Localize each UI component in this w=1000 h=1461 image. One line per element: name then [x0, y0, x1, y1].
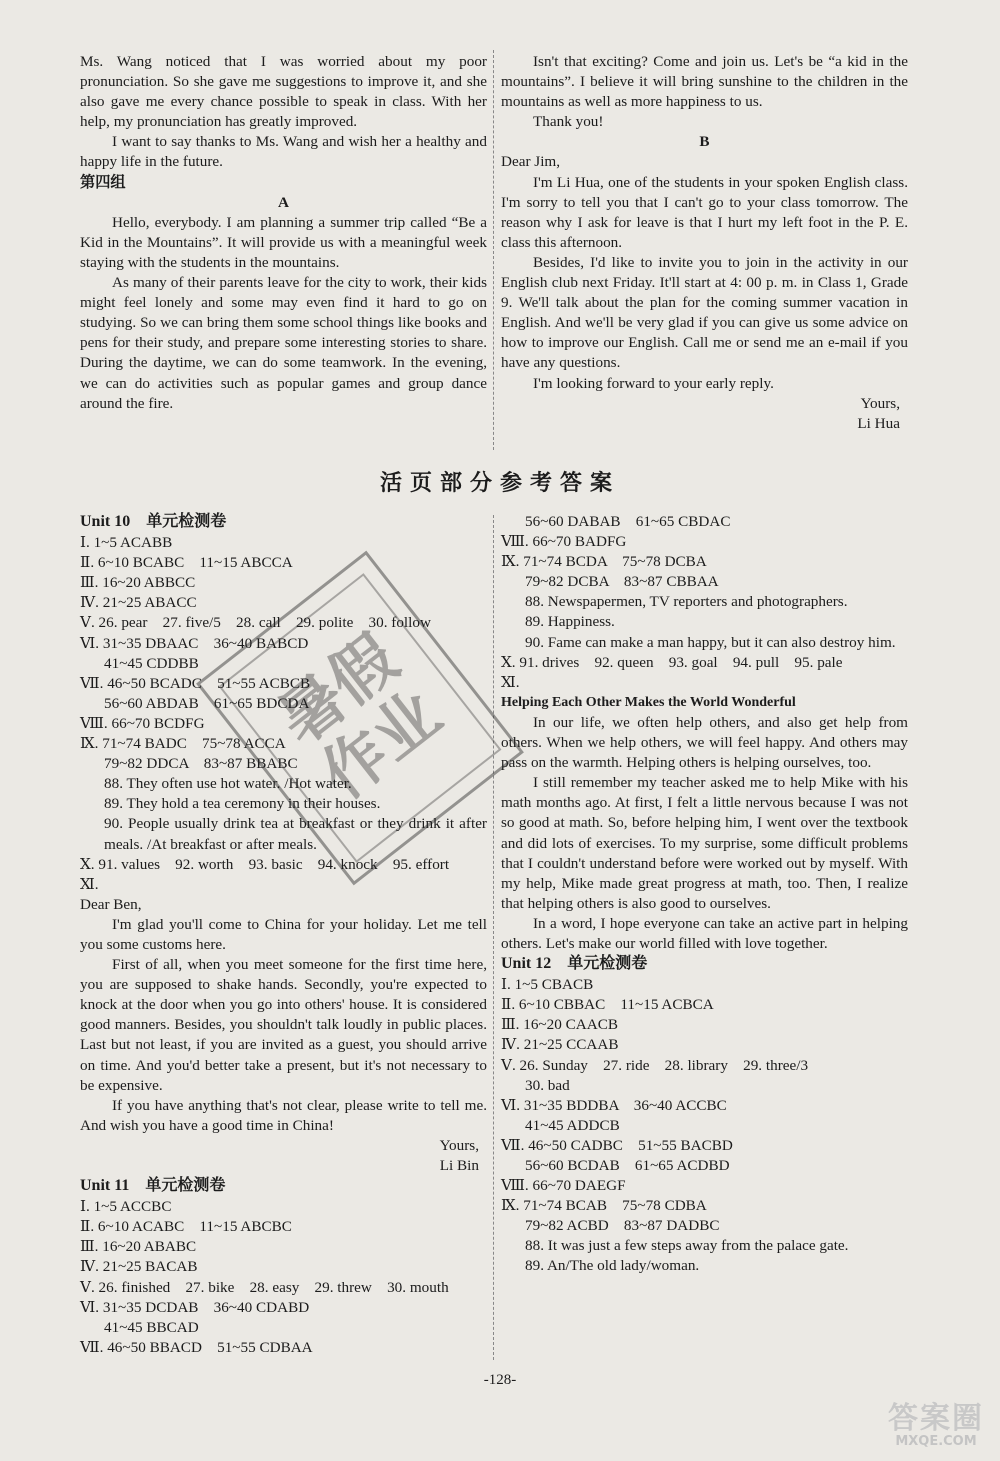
paragraph: First of all, when you meet someone for the first time here, you are supposed to shake hands. Secondly, you're expected to knock at the door when you go into others' house. It is considered good manners. Besides, you shouldn't talk loudly in public places. Last but not least, if you are invited as a guest, you should arrive on time. And you'd better take a present, but it's not necessary to be expensive. — [80, 956, 487, 1094]
answer-line: 56~60 DABAB 61~65 CBDAC — [525, 513, 731, 530]
answer-line: Ⅵ. 31~35 DCDAB 36~40 CDABD — [80, 1298, 310, 1316]
paragraph: In our life, we often help others, and also get help from others. When we help others, we will feel happy. And others may pass on the warmth. Helping others is helping ourselves, too. — [501, 713, 908, 772]
answer-line: Ⅱ. 6~10 CBBAC 11~15 ACBCA — [501, 996, 714, 1014]
paragraph: I'm Li Hua, one of the students in your spoken English class. I'm sorry to tell you that I can't go to your class tomorrow. The reason why I ask for leave is that I hurt my left foot in the P. E. class this afternoon. — [501, 173, 908, 251]
answer-line: 89. They hold a tea ceremony in their houses. — [104, 795, 381, 813]
answer-line: Ⅷ. 66~70 BCDFG — [80, 714, 205, 732]
column-divider — [493, 515, 494, 1360]
section-title: 活页部分参考答案 — [379, 470, 620, 496]
letter-signature: Li Bin — [439, 1157, 479, 1174]
answer-line: Ⅰ. 1~5 ACABB — [80, 534, 173, 552]
answer-line: 41~45 ADDCB — [525, 1116, 620, 1134]
paragraph: In a word, I hope everyone can take an active part in helping others. Let's make our world filled with love together. — [501, 914, 908, 952]
group-label: 第四组 — [80, 173, 126, 191]
paragraph: If you have anything that's not clear, please write to tell me. And wish you have a good time in China! — [80, 1096, 487, 1134]
paragraph: Hello, everybody. I am planning a summer trip called “Be a Kid in the Mountains”. It will provide us with a meaningful week staying with the students in the mountains. — [80, 213, 487, 271]
watermark-url: MXQE.COM — [895, 1433, 977, 1449]
answer-line: Ⅴ. 26. Sunday 27. ride 28. library 29. three/3 — [501, 1056, 809, 1074]
answer-line: Ⅸ. 71~74 BCDA 75~78 DCBA — [501, 553, 707, 571]
answer-line: Ⅵ. 31~35 DBAAC 36~40 BABCD — [80, 634, 309, 652]
answer-line: 90. Fame can make a man happy, but it can also destroy him. — [525, 633, 896, 651]
paragraph: As many of their parents leave for the city to work, their kids might feel lonely and some may even find it hard to go on studying. So we can bring them some school things like books and pens for their study, and prepare some interesting stories to share. During the daytime, we can do some teamwork. In the evening, we can do activities such as popular games and group dance around the fire. — [80, 274, 487, 412]
answer-line: Ⅶ. 46~50 CADBC 51~55 BACBD — [501, 1136, 733, 1154]
essay-title: Helping Each Other Makes the World Wonderful — [501, 694, 796, 710]
answer-line: Ⅸ. 71~74 BADC 75~78 ACCA — [80, 735, 286, 753]
paragraph: I want to say thanks to Ms. Wang and wish her a healthy and happy life in the future. — [80, 133, 487, 171]
answer-line: Ⅲ. 16~20 ABBCC — [80, 574, 196, 592]
answer-line: 88. It was just a few steps away from the palace gate. — [525, 1237, 849, 1255]
answer-line: 89. An/The old lady/woman. — [525, 1257, 700, 1275]
answer-line: Ⅷ. 66~70 DAEGF — [501, 1177, 626, 1195]
answer-line: 56~60 BCDAB 61~65 ACDBD — [525, 1157, 730, 1174]
letter-closing: Yours, — [439, 1136, 479, 1154]
paragraph: Thank you! — [533, 113, 604, 131]
answer-line: 88. They often use hot water. /Hot water. — [104, 775, 352, 793]
answer-line: Ⅲ. 16~20 ABABC — [80, 1238, 197, 1256]
page-number: -128- — [483, 1372, 517, 1388]
answer-line: Ⅳ. 21~25 ABACC — [80, 594, 197, 612]
paragraph: I'm glad you'll come to China for your holiday. Let me tell you some customs here. — [80, 915, 487, 953]
watermark-logo — [884, 1398, 988, 1454]
left-top-column — [80, 52, 487, 414]
answer-line: 89. Happiness. — [525, 613, 615, 631]
letter-signature: Li Hua — [857, 414, 900, 432]
answer-line: 41~45 CDDBB — [104, 654, 199, 672]
answer-line: 56~60 ABDAB 61~65 BDCDA — [104, 694, 310, 712]
answer-line: Ⅳ. 21~25 BACAB — [80, 1258, 198, 1276]
section-label: A — [278, 193, 289, 211]
answer-line: Ⅴ. 26. finished 27. bike 28. easy 29. threw 30. mouth — [80, 1278, 449, 1296]
answer-line: Ⅱ. 6~10 ACABC 11~15 ABCBC — [80, 1218, 292, 1236]
unit-title: Unit 10 单元检测卷 — [80, 513, 227, 530]
answer-line: 30. bad — [525, 1076, 570, 1094]
paragraph: Isn't that exciting? Come and join us. Let's be “a kid in the mountains”. I believe it will bring sunshine to the children in the mountains as well as more happiness to us. — [501, 53, 908, 111]
right-answers-column — [501, 512, 908, 1277]
answer-line: Ⅵ. 31~35 BDDBA 36~40 ACCBC — [501, 1096, 727, 1114]
column-divider — [493, 50, 494, 450]
section-label: B — [699, 133, 710, 151]
answer-line: 41~45 BBCAD — [104, 1318, 199, 1336]
paragraph: I'm looking forward to your early reply. — [533, 374, 774, 392]
answer-line: 88. Newspapermen, TV reporters and photographers. — [525, 593, 848, 611]
unit-title: Unit 11 单元检测卷 — [80, 1177, 226, 1195]
answer-line: Ⅸ. 71~74 BCAB 75~78 CDBA — [501, 1197, 707, 1215]
answer-line: Ⅴ. 26. pear 27. five/5 28. call 29. polite 30. follow — [80, 614, 431, 632]
watermark-logo-text: 答案圈 — [888, 1400, 984, 1436]
letter-salutation: Dear Ben, — [80, 895, 142, 913]
right-top-column — [501, 52, 908, 434]
answer-line: Ⅹ. 91. values 92. worth 93. basic 94. knock 95. effort — [80, 855, 450, 873]
answer-line: Ⅹ. 91. drives 92. queen 93. goal 94. pull 95. pale — [501, 653, 843, 671]
answer-line: Ⅰ. 1~5 CBACB — [501, 976, 594, 994]
answer-line: Ⅰ. 1~5 ACCBC — [80, 1198, 172, 1216]
letter-closing: Yours, — [860, 394, 900, 412]
unit-title: Unit 12 单元检测卷 — [501, 955, 648, 973]
answer-line: 79~82 DCBA 83~87 CBBAA — [525, 573, 719, 591]
answer-line: Ⅶ. 46~50 BBACD 51~55 CDBAA — [80, 1338, 313, 1356]
paragraph: Besides, I'd like to invite you to join in the activity in our English club next Friday. It'll start at 4: 00 p. m. in Class 1, Grade 9. We'll talk about the plan for the coming summer vacation in English. And we'll be very glad if you can give us some advice on how to improve our English. Call me or send me an e-mail if you have any questions. — [501, 253, 908, 372]
answer-line: Ⅱ. 6~10 BCABC 11~15 ABCCA — [80, 554, 293, 572]
stamp-text: 暑假作业 — [219, 573, 502, 863]
answer-line: 79~82 DDCA 83~87 BBABC — [104, 755, 298, 773]
answer-line: 90. People usually drink tea at breakfast or they drink it after meals. /At breakfast or after meals. — [104, 815, 487, 853]
answer-line: Ⅺ. — [80, 875, 99, 893]
paragraph: Ms. Wang noticed that I was worried about my poor pronunciation. So she gave me suggestions to improve it, and she also gave me every chance possible to speak in class. With her help, my pronunciation has greatly improved. — [80, 53, 487, 131]
answer-line: Ⅶ. 46~50 BCADC 51~55 ACBCB — [80, 674, 311, 692]
answer-line: Ⅺ. — [501, 673, 520, 691]
answer-line: Ⅷ. 66~70 BADFG — [501, 533, 627, 551]
paragraph: I still remember my teacher asked me to help Mike with his math months ago. At first, I felt a little nervous because I was not so good at math. So, before helping him, I went over the textbook and did lots of exercises. To my surprise, some difficult problems that I couldn't understand before were worked out by myself. With my help, Mike made great progress at math, too. Then, I realize that helping others is also good to ourselves. — [501, 774, 908, 912]
letter-salutation: Dear Jim, — [501, 153, 561, 171]
answer-line: Ⅲ. 16~20 CAACB — [501, 1016, 618, 1034]
answer-line: Ⅳ. 21~25 CCAAB — [501, 1036, 619, 1054]
answer-line: 79~82 ACBD 83~87 DADBC — [525, 1217, 720, 1235]
